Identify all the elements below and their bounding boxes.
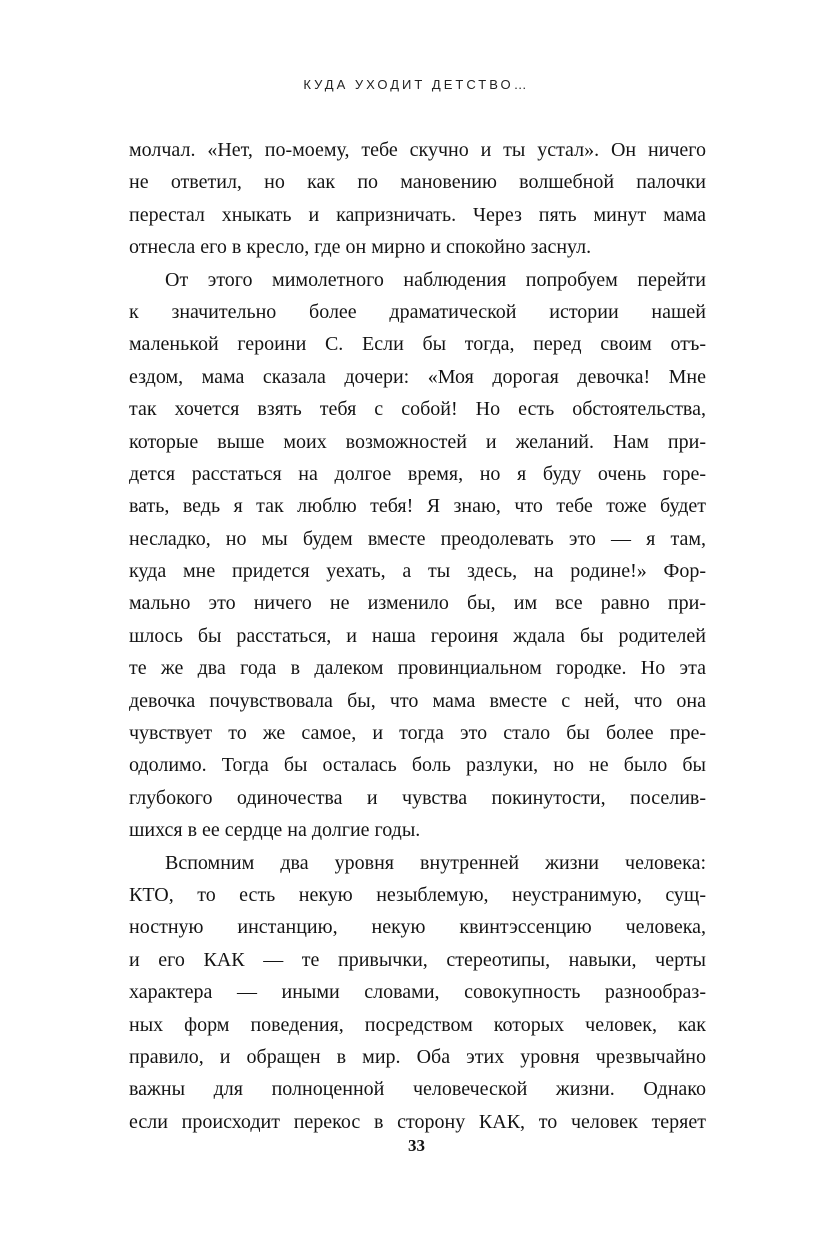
text-line: шихся в ее сердце на долгие годы. [129,819,421,842]
text-line: КТО, то есть некую незыблемую, неустранимую, сущ- [129,883,706,906]
text-line: правило, и обращен в мир. Оба этих уровня чрезвычайно [129,1045,706,1068]
text-line: молчал. «Нет, по-моему, тебе скучно и ты устал». Он ничего [129,139,706,161]
text-line: Вспомним два уровня внутренней жизни человека: [165,851,706,874]
running-head: КУДА УХОДИТ ДЕТСТВО… [303,77,530,92]
body-text [129,134,706,1138]
text-line: куда мне придется уехать, а ты здесь, на родине!» Фор- [129,560,706,583]
text-line: девочка почувствовала бы, что мама вместе с ней, что она [129,689,706,712]
text-line: чувствует то же самое, и тогда это стало бы более пре- [129,722,706,745]
text-line: ездом, мама сказала дочери: «Моя дорогая девочка! Мне [129,365,706,388]
text-line: к значительно более драматической истории нашей [129,300,706,323]
text-line: глубокого одиночества и чувства покинутости, поселив- [129,786,706,809]
text-line: ностную инстанцию, некую квинтэссенцию человека, [129,916,706,939]
text-line: шлось бы расстаться, и наша героиня ждала бы родителей [129,624,706,647]
text-line: перестал хныкать и капризничать. Через пять минут мама [129,203,706,226]
text-line: которые выше моих возможностей и желаний. Нам при- [129,430,706,453]
text-line: важны для полноценной человеческой жизни. Однако [129,1078,706,1101]
text-line: так хочется взять тебя с собой! Но есть обстоятельства, [129,398,706,421]
page-number: 33 [408,1136,425,1155]
paragraph [129,847,706,1139]
text-line: От этого мимолетного наблюдения попробуем перейти [165,268,706,291]
text-line: дется расстаться на долгое время, но я буду очень горе- [129,462,706,485]
paragraph [129,264,706,847]
text-line: ных форм поведения, посредством которых человек, как [129,1013,706,1036]
paragraph [129,134,706,264]
text-line: вать, ведь я так люблю тебя! Я знаю, что тебе тоже будет [129,495,706,518]
text-line: характера — иными словами, совокупность разнообраз- [129,981,706,1004]
text-line: и его КАК — те привычки, стереотипы, навыки, черты [129,948,706,971]
text-line: одолимо. Тогда бы осталась боль разлуки, но не было бы [129,754,706,777]
text-line: маленькой героини С. Если бы тогда, перед своим отъ- [129,333,706,356]
text-line: несладко, но мы будем вместе преодолевать это — я там, [129,527,706,550]
text-line: если происходит перекос в сторону КАК, то человек теряет [129,1110,706,1133]
text-line: не ответил, но как по мановению волшебной палочки [129,171,706,194]
text-line: мально это ничего не изменило бы, им все равно при- [129,592,706,615]
text-line: отнесла его в кресло, где он мирно и спокойно заснул. [129,236,592,259]
text-line: те же два года в далеком провинциальном городке. Но эта [129,657,706,680]
